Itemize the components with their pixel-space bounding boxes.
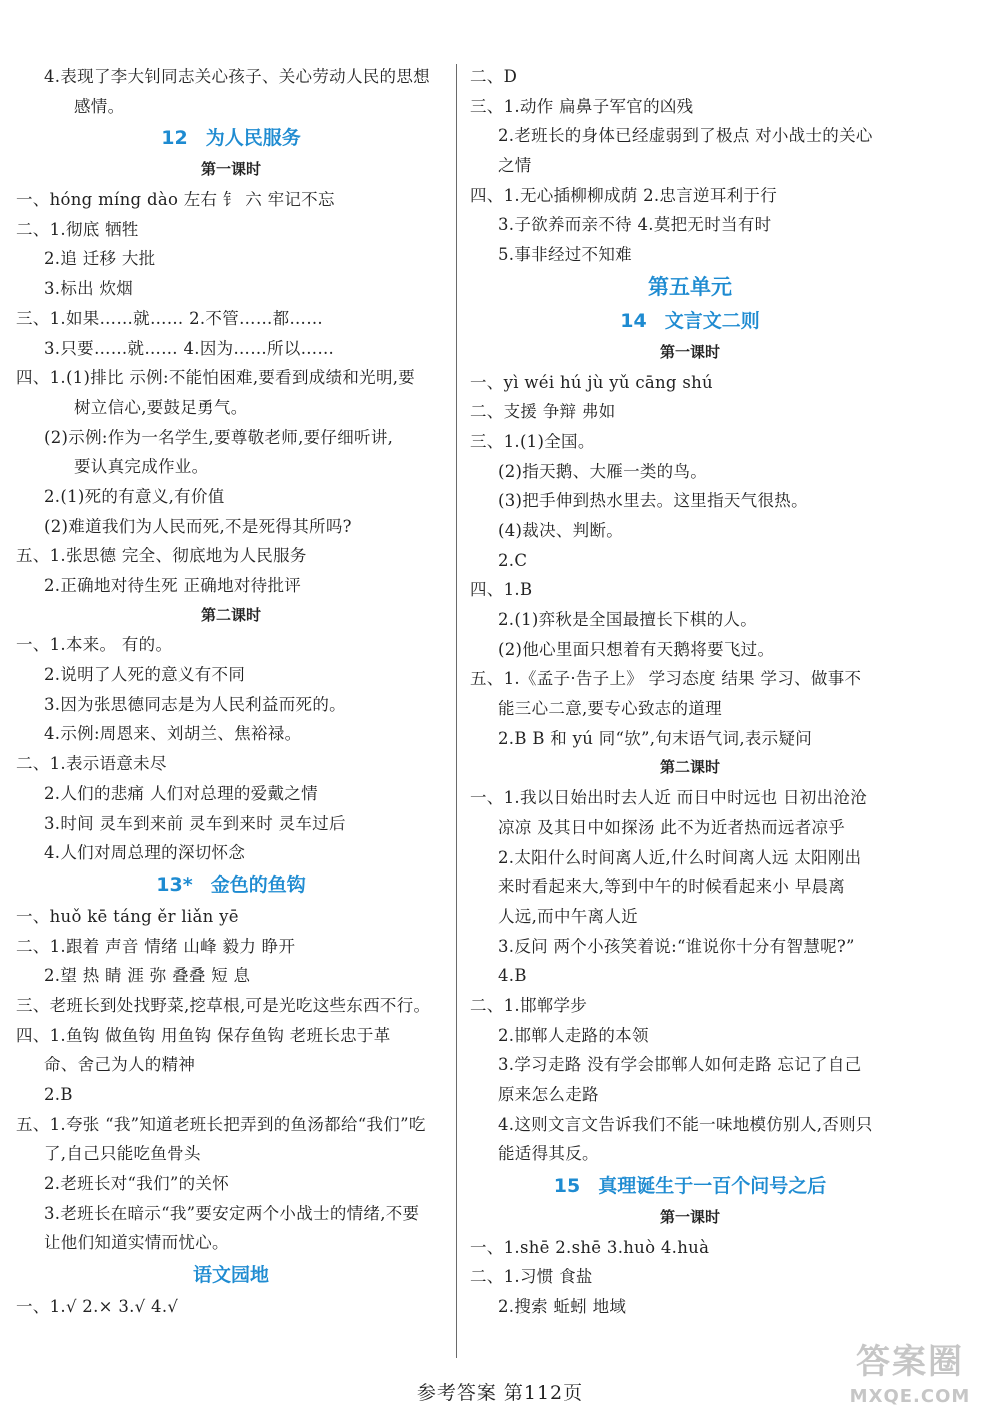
- answer-line: 3.子欲养而亲不待 4.莫把无时当有时: [498, 215, 772, 235]
- answer-line: 之情: [498, 156, 532, 176]
- answer-line: (3)把手伸到热水里去。这里指天气很热。: [498, 491, 808, 511]
- answer-line: 能适得其反。: [498, 1144, 599, 1164]
- page-footer: 参考答案 第112页: [416, 1382, 584, 1404]
- answer-line: 2.太阳什么时间离人近,什么时间离人远 太阳刚出: [498, 847, 862, 867]
- answer-line: (2)难道我们为人民而死,不是死得其所吗?: [44, 516, 352, 536]
- answer-line: 3.因为张思德同志是为人民利益而死的。: [44, 694, 346, 714]
- period-title: 第一课时: [659, 1208, 720, 1227]
- answer-line: 五、1.《孟子·告子上》 学习态度 结果 学习、做事不: [470, 669, 862, 689]
- answer-line: 一、1.我以日始出时去人近 而日中时远也 日初出沧沧: [470, 788, 868, 808]
- answer-line: 2.(1)死的有意义,有价值: [44, 486, 225, 506]
- answer-line: 二、1.邯郸学步: [470, 995, 588, 1015]
- answer-line: 5.事非经过不知难: [498, 245, 632, 265]
- column-divider: [456, 64, 457, 1358]
- lesson-title: [16, 868, 446, 902]
- answer-line: 2.搜索 蚯蚓 地域: [498, 1297, 627, 1317]
- answer-line: 四、1.B: [470, 580, 533, 600]
- lesson-name: 真理诞生于一百个问号之后: [598, 1175, 827, 1198]
- answer-line: 二、1.习惯 食盐: [470, 1267, 593, 1287]
- answer-line: 4.这则文言文告诉我们不能一味地模仿别人,否则只: [498, 1114, 873, 1134]
- answer-line: 2.C: [498, 550, 528, 570]
- period-title: 第二课时: [200, 605, 261, 624]
- lesson-name: 为人民服务: [205, 127, 301, 150]
- answer-line: 3.反问 两个小孩笑着说:“谁说你十分有智慧呢?”: [498, 936, 855, 956]
- answer-line: 五、1.张思德 完全、彻底地为人民服务: [16, 546, 307, 566]
- answer-line: 3.时间 灵车到来前 灵车到来时 灵车过后: [44, 813, 346, 833]
- right-column: [470, 62, 910, 1322]
- answer-line: 2.老班长对“我们”的关怀: [44, 1174, 230, 1194]
- answer-line: 2.正确地对待生死 正确地对待批评: [44, 576, 302, 595]
- answer-line: 人远,而中午离人近: [498, 906, 638, 926]
- answer-line: 要认真完成作业。: [74, 457, 209, 477]
- watermark-logo: [836, 1340, 984, 1420]
- answer-line: (4)裁决、判断。: [498, 520, 624, 540]
- answer-line: 来时看起来大,等到中午的时候看起来小 早晨离: [498, 877, 846, 897]
- lesson-name: 文言文二则: [664, 309, 760, 332]
- answer-line: 二、1.表示语意未尽: [16, 754, 167, 774]
- answer-line: 2.人们的悲痛 人们对总理的爱戴之情: [44, 783, 318, 803]
- period-title: 第一课时: [659, 342, 720, 361]
- watermark-text: 答案圈: [856, 1342, 964, 1382]
- answer-line: 4.人们对周总理的深切怀念: [44, 843, 246, 863]
- answer-line: 2.说明了人死的意义有不同: [44, 665, 246, 685]
- answer-line: 二、D: [470, 67, 518, 86]
- answer-line: 一、1.shē 2.shē 3.huò 4.huà: [470, 1237, 710, 1257]
- answer-line: 五、1.夸张 “我”知道老班长把弄到的鱼汤都给“我们”吃: [16, 1114, 426, 1134]
- lesson-name: 金色的鱼钩: [210, 873, 306, 896]
- lesson-number: 13*: [156, 873, 193, 896]
- answer-line: 原来怎么走路: [498, 1085, 599, 1104]
- answer-line: 3.学习走路 没有学会邯郸人如何走路 忘记了自己: [498, 1055, 862, 1075]
- answer-line: 2.望 热 睛 涯 弥 叠叠 短 息: [44, 966, 251, 986]
- lesson-title: [16, 121, 446, 155]
- answer-line: 4.表现了李大钊同志关心孩子、关心劳动人民的思想: [44, 67, 430, 86]
- answer-line: 三、1.如果……就…… 2.不管……都……: [16, 308, 324, 328]
- answer-line: 三、1.(1)全国。: [470, 431, 595, 451]
- period-title: 第一课时: [200, 160, 261, 179]
- answer-line: 一、huǒ kē táng ěr liǎn yē: [16, 906, 239, 926]
- answer-line: 4.示例:周恩来、刘胡兰、焦裕禄。: [44, 724, 302, 744]
- watermark-domain: MXQE.COM: [849, 1386, 971, 1407]
- answer-line: 能三心二意,要专心致志的道理: [498, 699, 722, 719]
- answer-line: 2.B B 和 yú 同“欤”,句末语气词,表示疑问: [498, 728, 813, 748]
- answer-line: 2.邯郸人走路的本领: [498, 1025, 649, 1045]
- answer-line: (2)示例:作为一名学生,要尊敬老师,要仔细听讲,: [44, 427, 394, 447]
- answer-line: 3.标出 炊烟: [44, 279, 134, 299]
- answer-line: 四、1.(1)排比 示例:不能怕困难,要看到成绩和光明,要: [16, 368, 416, 388]
- answer-line: 2.老班长的身体已经虚弱到了极点 对小战士的关心: [498, 126, 873, 146]
- answer-line: 四、1.无心插柳柳成荫 2.忠言逆耳利于行: [470, 185, 778, 205]
- answer-line: 3.老班长在暗示“我”要安定两个小战士的情绪,不要: [44, 1203, 420, 1223]
- answer-line: 一、hóng míng dào 左右 钅 六 牢记不忘: [16, 190, 335, 210]
- answer-line: 感情。: [74, 96, 125, 116]
- answer-line: 2.追 迁移 大批: [44, 249, 156, 269]
- answer-line: 树立信心,要鼓足勇气。: [74, 397, 248, 417]
- answer-line: 让他们知道实情而忧心。: [44, 1233, 229, 1253]
- answer-line: 2.B: [44, 1085, 73, 1104]
- lesson-number: 14: [620, 309, 647, 332]
- answer-line: 四、1.鱼钩 做鱼钩 用鱼钩 保存鱼钩 老班长忠于革: [16, 1025, 391, 1045]
- lesson-title: 语文园地: [192, 1264, 269, 1287]
- answer-line: 二、1.跟着 声音 情绪 山峰 毅力 睁开: [16, 936, 296, 956]
- answer-line: 二、1.彻底 牺牲: [16, 219, 139, 239]
- left-column: [16, 62, 446, 1322]
- answer-line: 三、老班长到处找野菜,挖草根,可是光吃这些东西不行。: [16, 995, 431, 1015]
- lesson-number: 12: [161, 127, 188, 150]
- answer-line: 4.B: [498, 966, 527, 986]
- answer-line: 2.(1)弈秋是全国最擅长下棋的人。: [498, 610, 758, 629]
- unit-title: 第五单元: [648, 274, 732, 299]
- answer-line: 了,自己只能吃鱼骨头: [44, 1144, 201, 1164]
- lesson-title: [470, 304, 910, 338]
- period-title: 第二课时: [659, 758, 720, 777]
- lesson-title: [470, 1169, 910, 1203]
- answer-line: 二、支援 争辩 弗如: [470, 402, 616, 422]
- answer-line: 命、舍己为人的精神: [44, 1055, 196, 1075]
- answer-line: 一、1.本来。 有的。: [16, 635, 173, 655]
- answer-line: 3.只要……就…… 4.因为……所以……: [44, 338, 335, 358]
- answer-line: 一、yì wéi hú jù yǔ cāng shú: [470, 372, 713, 392]
- lesson-number: 15: [553, 1175, 581, 1198]
- answer-line: (2)指天鹅、大雁一类的鸟。: [498, 461, 708, 481]
- answer-line: 凉凉 及其日中如探汤 此不为近者热而远者凉乎: [498, 817, 846, 837]
- answer-line: 三、1.动作 扁鼻子军官的凶残: [470, 96, 694, 116]
- answer-line: (2)他心里面只想着有天鹅将要飞过。: [498, 639, 775, 659]
- answer-line: 一、1.√ 2.× 3.√ 4.√: [16, 1297, 179, 1317]
